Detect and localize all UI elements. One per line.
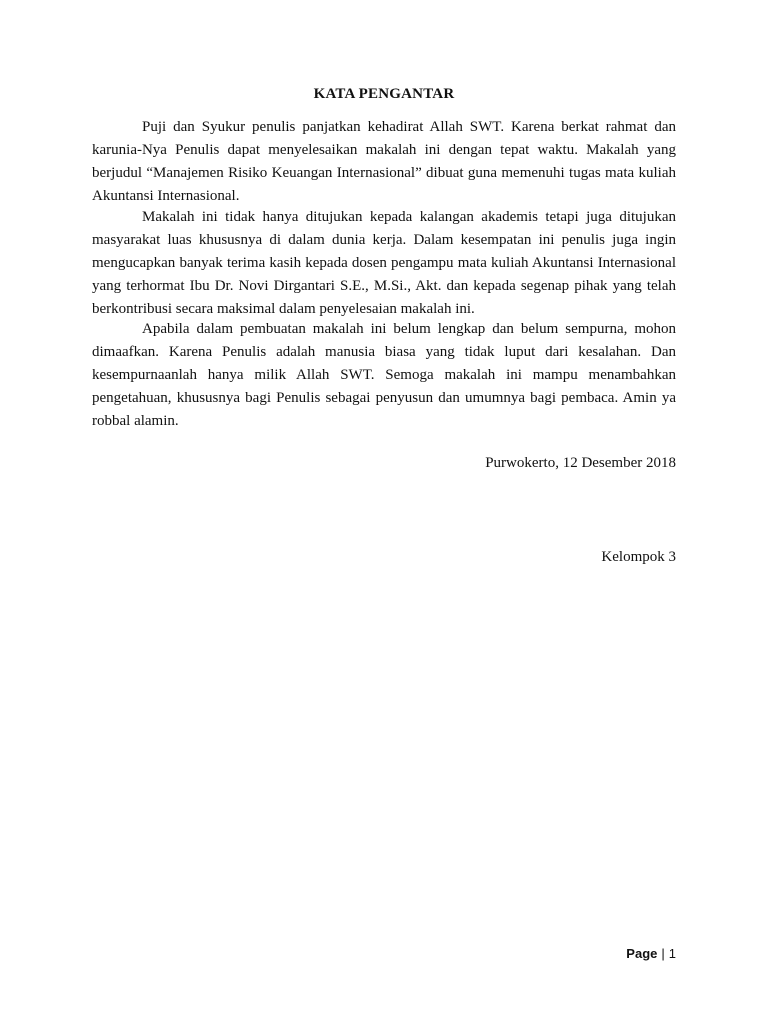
paragraph-1: Puji dan Syukur penulis panjatkan kehadirat Allah SWT. Karena berkat rahmat dan karunia-Nya Penulis dapat menyelesaikan makalah ini dengan tepat waktu. Makalah yang berjudul “Manajemen Risiko Keuangan Internasional” dibuat guna memenuhi tugas mata kuliah Akuntansi Internasional.	[92, 119, 676, 204]
place-date: Purwokerto, 12 Desember 2018	[485, 455, 676, 471]
document-title: KATA PENGANTAR	[313, 86, 455, 102]
page-label: Page	[626, 946, 658, 961]
paragraph-2: Makalah ini tidak hanya ditujukan kepada kalangan akademis tetapi juga ditujukan masyarakat luas khususnya di dalam dunia kerja. Dalam kesempatan ini penulis juga ingin mengucapkan banyak terima kasih kepada dosen pengampu mata kuliah Akuntansi Internasional yang terhormat Ibu Dr. Novi Dirgantari S.E., M.Si., Akt. dan kepada segenap pihak yang telah berkontribusi secara maksimal dalam penyelesaian makalah ini.	[92, 209, 676, 317]
page-separator: |	[661, 946, 665, 961]
page-footer	[626, 946, 676, 961]
author-group: Kelompok 3	[601, 549, 676, 565]
page-number: 1	[668, 946, 676, 961]
paragraph-3: Apabila dalam pembuatan makalah ini belum lengkap dan belum sempurna, mohon dimaafkan. Karena Penulis adalah manusia biasa yang tidak luput dari kesalahan. Dan kesempurnaanlah hanya milik Allah SWT. Semoga makalah ini mampu menambahkan pengetahuan, khususnya bagi Penulis sebagai penyusun dan umumnya bagi pembaca. Amin ya robbal alamin.	[92, 321, 676, 429]
